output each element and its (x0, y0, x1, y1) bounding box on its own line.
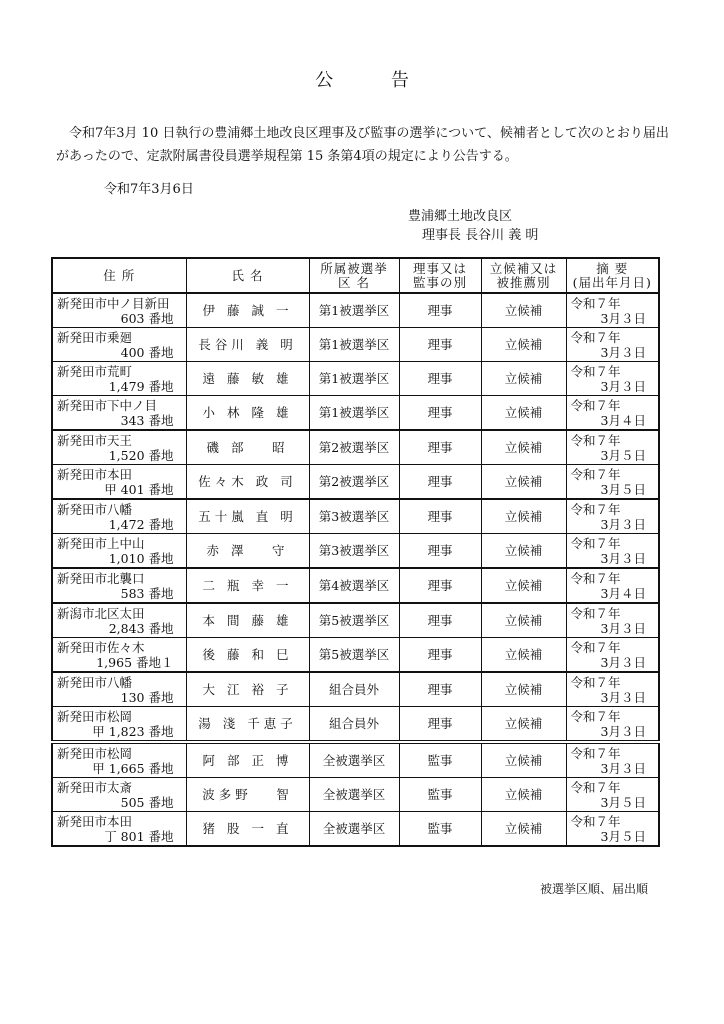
cell-district: 第1被選挙区 (309, 362, 399, 396)
address-line1: 新発田市本田 (57, 466, 133, 482)
cell-address (52, 293, 186, 328)
cell-address (52, 568, 186, 603)
filing-date-day: 3月３日 (600, 620, 646, 636)
address-line2: 1,965 番地１ (96, 654, 174, 670)
cell-type: 立候補 (481, 430, 566, 465)
filing-date-year: 令和７年 (570, 535, 621, 551)
cell-district: 全被選挙区 (309, 742, 399, 778)
filing-date-day: 3月３日 (600, 760, 646, 776)
cell-filing-date (566, 707, 659, 743)
address-line1: 新発田市北襲口 (57, 570, 145, 586)
cell-type: 立候補 (481, 362, 566, 396)
table-row (52, 742, 659, 778)
filing-date-day: 3月５日 (600, 481, 646, 497)
cell-type: 立候補 (481, 396, 566, 431)
cell-filing-date (566, 293, 659, 328)
cell-address (52, 499, 186, 534)
cell-address (52, 812, 186, 847)
table-row (52, 672, 659, 707)
cell-name: 本 間 藤 雄 (186, 603, 309, 638)
header-remarks-line1: 摘 要 (596, 260, 629, 276)
cell-role: 理事 (399, 430, 481, 465)
cell-address (52, 742, 186, 778)
header-role (399, 258, 481, 293)
address-line2: 甲 1,665 番地 (92, 760, 174, 776)
cell-district: 組合員外 (309, 707, 399, 743)
address-line2: 343 番地 (120, 412, 174, 428)
cell-address (52, 638, 186, 673)
filing-date-year: 令和７年 (570, 501, 621, 517)
address-line2: 1,472 番地 (108, 516, 174, 532)
filing-date-year: 令和７年 (570, 674, 621, 690)
cell-name: 五十嵐 直 明 (186, 499, 309, 534)
cell-role: 理事 (399, 362, 481, 396)
address-line2: 2,843 番地 (108, 620, 174, 636)
filing-date-day: 3月３日 (600, 378, 646, 394)
address-line1: 新発田市下中ノ目 (57, 397, 158, 413)
table-row (52, 534, 659, 569)
filing-date-year: 令和７年 (570, 363, 621, 379)
cell-type: 立候補 (481, 328, 566, 362)
cell-district: 第3被選挙区 (309, 534, 399, 569)
header-district (309, 258, 399, 293)
filing-date-year: 令和７年 (570, 397, 621, 413)
cell-district: 第2被選挙区 (309, 465, 399, 500)
table-row (52, 812, 659, 847)
cell-filing-date (566, 742, 659, 778)
cell-type: 立候補 (481, 293, 566, 328)
address-line2: 甲 401 番地 (104, 481, 174, 497)
cell-name: 湯 淺 千恵子 (186, 707, 309, 743)
cell-type: 立候補 (481, 812, 566, 847)
address-line1: 新発田市松岡 (57, 745, 133, 761)
table-row (52, 465, 659, 500)
filing-date-day: 3月３日 (600, 654, 646, 670)
address-line2: 130 番地 (120, 689, 174, 705)
cell-type: 立候補 (481, 568, 566, 603)
filing-date-year: 令和７年 (570, 813, 621, 829)
cell-name: 長谷川 義 明 (186, 328, 309, 362)
header-district-line1: 所属被選挙 (320, 260, 388, 276)
filing-date-day: 3月５日 (600, 828, 646, 844)
address-line2: 丁 801 番地 (104, 828, 174, 844)
cell-type: 立候補 (481, 778, 566, 812)
filing-date-year: 令和７年 (570, 329, 621, 345)
table-row (52, 430, 659, 465)
filing-date-year: 令和７年 (570, 639, 621, 655)
address-line2: 1,010 番地 (108, 550, 174, 566)
cell-filing-date (566, 672, 659, 707)
sort-note: 被選挙区順、届出順 (540, 882, 649, 896)
filing-date-day: 3月５日 (600, 794, 646, 810)
header-remarks (566, 258, 659, 293)
cell-filing-date (566, 396, 659, 431)
address-line1: 新発田市八幡 (57, 674, 133, 690)
filing-date-day: 3月３日 (600, 550, 646, 566)
cell-name: 伊 藤 誠 一 (186, 293, 309, 328)
cell-name: 佐々木 政 司 (186, 465, 309, 500)
filing-date-day: 3月３日 (600, 723, 646, 739)
cell-filing-date (566, 328, 659, 362)
header-address: 住 所 (52, 258, 186, 293)
cell-role: 監事 (399, 778, 481, 812)
header-remarks-line2: (届出年月日) (572, 274, 652, 290)
cell-filing-date (566, 638, 659, 673)
cell-role: 監事 (399, 742, 481, 778)
filing-date-year: 令和７年 (570, 466, 621, 482)
filing-date-year: 令和７年 (570, 295, 621, 311)
cell-district: 第5被選挙区 (309, 638, 399, 673)
cell-role: 理事 (399, 328, 481, 362)
cell-role: 監事 (399, 812, 481, 847)
cell-district: 第2被選挙区 (309, 430, 399, 465)
cell-address (52, 672, 186, 707)
cell-role: 理事 (399, 293, 481, 328)
cell-type: 立候補 (481, 638, 566, 673)
cell-type: 立候補 (481, 742, 566, 778)
cell-address (52, 362, 186, 396)
cell-filing-date (566, 778, 659, 812)
address-line2: 505 番地 (120, 794, 174, 810)
cell-filing-date (566, 603, 659, 638)
header-role-line2: 監事の別 (412, 274, 467, 290)
cell-role: 理事 (399, 534, 481, 569)
table-row (52, 499, 659, 534)
cell-role: 理事 (399, 707, 481, 743)
cell-district: 第4被選挙区 (309, 568, 399, 603)
filing-date-day: 3月３日 (600, 344, 646, 360)
cell-address (52, 465, 186, 500)
cell-address (52, 396, 186, 431)
cell-address (52, 707, 186, 743)
cell-role: 理事 (399, 638, 481, 673)
table-row (52, 568, 659, 603)
cell-filing-date (566, 534, 659, 569)
filing-date-year: 令和７年 (570, 605, 621, 621)
filing-date-day: 3月３日 (600, 516, 646, 532)
cell-name: 二 瓶 幸 一 (186, 568, 309, 603)
address-line2: 甲 1,823 番地 (92, 723, 174, 739)
cell-address (52, 328, 186, 362)
header-type (481, 258, 566, 293)
address-line1: 新潟市北区太田 (57, 605, 145, 621)
issuer-org: 豊浦郷土地改良区 (408, 209, 513, 224)
issuer-block (408, 207, 538, 245)
cell-address (52, 430, 186, 465)
table-header-row (52, 258, 659, 293)
cell-name: 赤 澤 守 (186, 534, 309, 569)
cell-name: 遠 藤 敏 雄 (186, 362, 309, 396)
cell-type: 立候補 (481, 534, 566, 569)
address-line1: 新発田市佐々木 (57, 639, 145, 655)
cell-name: 阿 部 正 博 (186, 742, 309, 778)
notice-intro: 令和7年3月 10 日執行の豊浦郷土地改良区理事及び監事の選挙について、候補者として次のとおり届出があったので、定款附属書役員選挙規程第 15 条第4項の規定により公告する。 (56, 126, 669, 164)
filing-date-year: 令和７年 (570, 779, 621, 795)
address-line2: 1,479 番地 (108, 378, 174, 394)
table-row (52, 396, 659, 431)
cell-address (52, 603, 186, 638)
header-type-line2: 被推薦別 (496, 274, 551, 290)
address-line2: 583 番地 (120, 585, 174, 601)
issuer-representative: 理事長 長谷川 義 明 (422, 228, 539, 243)
table-row (52, 293, 659, 328)
filing-date-day: 3月５日 (600, 447, 646, 463)
address-line1: 新発田市松岡 (57, 708, 133, 724)
filing-date-day: 3月４日 (600, 585, 646, 601)
cell-filing-date (566, 568, 659, 603)
filing-date-year: 令和７年 (570, 708, 621, 724)
cell-name: 波多野 智 (186, 778, 309, 812)
cell-type: 立候補 (481, 499, 566, 534)
cell-district: 第1被選挙区 (309, 328, 399, 362)
address-line1: 新発田市中ノ目新田 (57, 295, 170, 311)
cell-role: 理事 (399, 672, 481, 707)
cell-type: 立候補 (481, 465, 566, 500)
cell-name: 小 林 隆 雄 (186, 396, 309, 431)
cell-name: 大 江 裕 子 (186, 672, 309, 707)
cell-address (52, 534, 186, 569)
filing-date-year: 令和７年 (570, 432, 621, 448)
cell-type: 立候補 (481, 603, 566, 638)
cell-district: 組合員外 (309, 672, 399, 707)
table-row (52, 328, 659, 362)
address-line1: 新発田市太斎 (57, 779, 133, 795)
table-row (52, 362, 659, 396)
cell-address (52, 778, 186, 812)
table-row (52, 778, 659, 812)
filing-date-year: 令和７年 (570, 570, 621, 586)
cell-filing-date (566, 465, 659, 500)
cell-role: 理事 (399, 603, 481, 638)
cell-district: 第3被選挙区 (309, 499, 399, 534)
table-row (52, 603, 659, 638)
header-district-line2: 区 名 (338, 274, 370, 290)
cell-role: 理事 (399, 568, 481, 603)
filing-date-day: 3月３日 (600, 689, 646, 705)
cell-role: 理事 (399, 465, 481, 500)
cell-filing-date (566, 430, 659, 465)
cell-district: 第5被選挙区 (309, 603, 399, 638)
header-role-line1: 理事又は (412, 260, 467, 276)
filing-date-year: 令和７年 (570, 745, 621, 761)
cell-filing-date (566, 362, 659, 396)
cell-role: 理事 (399, 499, 481, 534)
address-line1: 新発田市乗廻 (57, 329, 133, 345)
table-row (52, 707, 659, 743)
cell-name: 磯 部 昭 (186, 430, 309, 465)
address-line1: 新発田市本田 (57, 813, 133, 829)
address-line1: 新発田市天王 (57, 432, 133, 448)
address-line2: 603 番地 (120, 310, 174, 326)
address-line2: 1,520 番地 (108, 447, 174, 463)
filing-date-day: 3月４日 (600, 412, 646, 428)
cell-district: 全被選挙区 (309, 778, 399, 812)
address-line1: 新発田市八幡 (57, 501, 133, 517)
notice-title: 公 告 (315, 70, 435, 91)
candidate-table (51, 257, 660, 847)
address-line2: 400 番地 (120, 344, 174, 360)
cell-name: 後 藤 和 巳 (186, 638, 309, 673)
filing-date-day: 3月３日 (600, 310, 646, 326)
cell-role: 理事 (399, 396, 481, 431)
cell-type: 立候補 (481, 672, 566, 707)
cell-district: 全被選挙区 (309, 812, 399, 847)
cell-district: 第1被選挙区 (309, 396, 399, 431)
header-name: 氏 名 (186, 258, 309, 293)
cell-filing-date (566, 812, 659, 847)
address-line1: 新発田市上中山 (57, 535, 145, 551)
publication-date: 令和7年3月6日 (104, 182, 194, 197)
cell-name: 猪 股 一 直 (186, 812, 309, 847)
cell-filing-date (566, 499, 659, 534)
header-type-line1: 立候補又は (489, 260, 558, 276)
cell-type: 立候補 (481, 707, 566, 743)
address-line1: 新発田市荒町 (57, 363, 133, 379)
table-row (52, 638, 659, 673)
cell-district: 第1被選挙区 (309, 293, 399, 328)
